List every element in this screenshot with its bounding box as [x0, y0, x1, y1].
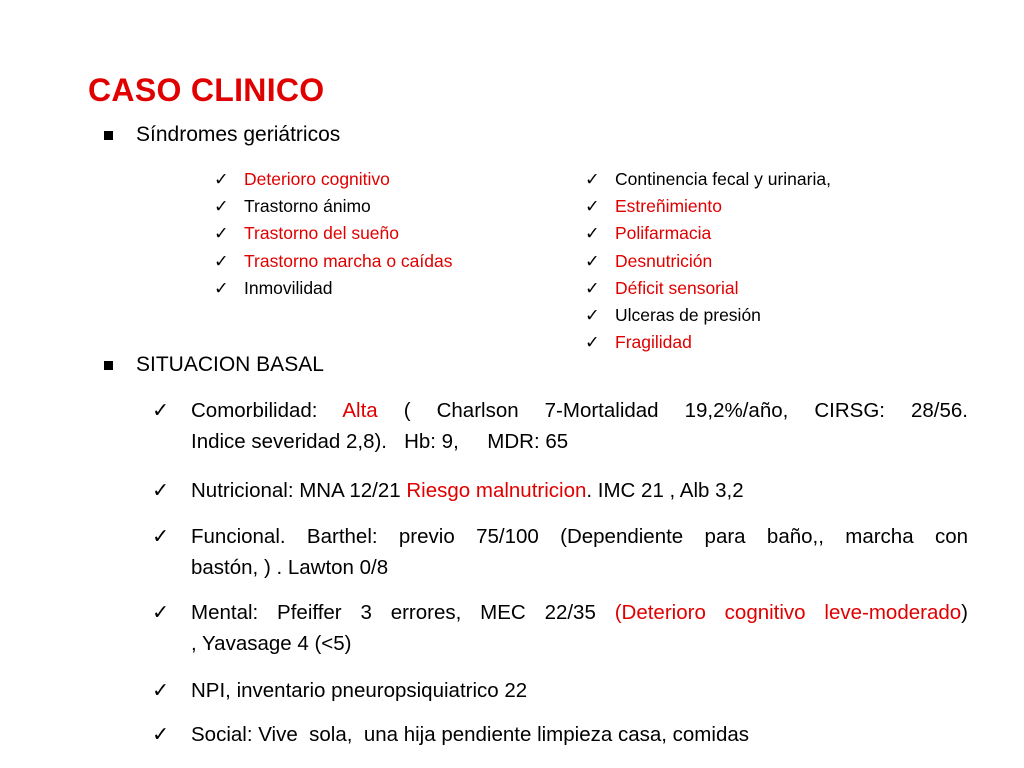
- list-item: [214, 248, 452, 275]
- funcional-line1: Funcional. Barthel: previo 75/100 (Dependiente para baño,, marcha con: [191, 525, 968, 548]
- list-item-label: Inmovilidad: [244, 277, 333, 298]
- nutricional-suffix: . IMC 21 , Alb 3,2: [586, 479, 744, 502]
- checkmark-icon: ✓: [585, 169, 600, 189]
- list-item: [214, 220, 452, 247]
- list-item-mental: [152, 597, 968, 659]
- list-item: [585, 302, 831, 329]
- sindromes-left-list: [214, 166, 452, 302]
- list-item-label: Continencia fecal y urinaria,: [615, 169, 831, 189]
- mental-prefix: Mental: Pfeiffer 3 errores, MEC 22/35: [191, 601, 615, 624]
- checkmark-icon: ✓: [214, 196, 229, 217]
- list-item-nutricional: [152, 475, 968, 506]
- list-item: [214, 275, 452, 302]
- comorbilidad-line1: [191, 395, 968, 426]
- checkmark-icon: ✓: [214, 277, 229, 298]
- list-item: [585, 193, 831, 220]
- slide-title: CASO CLINICO: [88, 72, 325, 108]
- funcional-line2: bastón, ) . Lawton 0/8: [191, 556, 389, 579]
- nutricional-prefix: Nutricional: MNA 12/21: [191, 479, 407, 502]
- list-item-npi: [152, 675, 968, 706]
- checkmark-icon: ✓: [152, 399, 170, 422]
- list-item-social: [152, 719, 968, 750]
- npi-text: NPI, inventario pneuropsiquiatrico 22: [191, 679, 528, 702]
- checkmark-icon: ✓: [152, 679, 170, 702]
- list-item: [585, 220, 831, 247]
- list-item: [214, 166, 452, 193]
- checkmark-icon: ✓: [152, 723, 170, 746]
- checkmark-icon: ✓: [214, 169, 229, 189]
- list-item-label: Trastorno ánimo: [244, 196, 371, 217]
- list-item: [585, 166, 831, 193]
- list-item: [585, 248, 831, 275]
- list-item: [585, 329, 831, 356]
- checkmark-icon: ✓: [585, 332, 600, 353]
- mental-suffix: ): [961, 601, 968, 624]
- list-item: [585, 275, 831, 302]
- mental-deterioro: (Deterioro cognitivo leve-moderado: [614, 601, 962, 624]
- list-item: [214, 193, 452, 220]
- checkmark-icon: ✓: [585, 196, 600, 217]
- nutricional-text: [191, 475, 968, 506]
- list-item-label: Trastorno marcha o caídas: [244, 250, 453, 271]
- list-item-label: Deterioro cognitivo: [244, 169, 390, 189]
- checkmark-icon: ✓: [152, 525, 170, 548]
- square-bullet-icon: [104, 131, 113, 140]
- checkmark-icon: ✓: [585, 305, 600, 326]
- list-item-funcional: [152, 521, 968, 583]
- comorbilidad-detail: ( Charlson 7-Mortalidad 19,2%/año, CIRSG: 28/56.: [403, 399, 968, 422]
- sindromes-right-list: [585, 166, 831, 356]
- mental-line2: , Yavasage 4 (<5): [191, 632, 352, 655]
- checkmark-icon: ✓: [585, 223, 600, 244]
- nutricional-riesgo: Riesgo malnutricion: [406, 479, 587, 502]
- checkmark-icon: ✓: [152, 601, 170, 624]
- checkmark-icon: ✓: [585, 250, 600, 271]
- list-item-label: Desnutrición: [615, 250, 713, 271]
- list-item-label: Estreñimiento: [615, 196, 722, 217]
- checkmark-icon: ✓: [214, 250, 229, 271]
- list-item-label: Ulceras de presión: [615, 305, 761, 326]
- section-heading: Síndromes geriátricos: [136, 123, 341, 146]
- mental-line1: [191, 597, 968, 628]
- section-heading: SITUACION BASAL: [136, 353, 324, 376]
- comorbilidad-label: Comorbilidad:: [191, 399, 318, 422]
- list-item-label: Trastorno del sueño: [244, 223, 399, 244]
- social-text: Social: Vive sola, una hija pendiente limpieza casa, comidas: [191, 723, 749, 746]
- checkmark-icon: ✓: [585, 277, 600, 298]
- comorbilidad-line2: Indice severidad 2,8). Hb: 9, MDR: 65: [191, 430, 569, 453]
- list-item-label: Déficit sensorial: [615, 277, 739, 298]
- list-item-label: Fragilidad: [615, 332, 692, 353]
- checkmark-icon: ✓: [214, 223, 229, 244]
- square-bullet-icon: [104, 361, 113, 370]
- list-item-comorbilidad: [152, 395, 968, 457]
- comorbilidad-alta: Alta: [342, 399, 378, 422]
- checkmark-icon: ✓: [152, 479, 170, 502]
- list-item-label: Polifarmacia: [615, 223, 712, 244]
